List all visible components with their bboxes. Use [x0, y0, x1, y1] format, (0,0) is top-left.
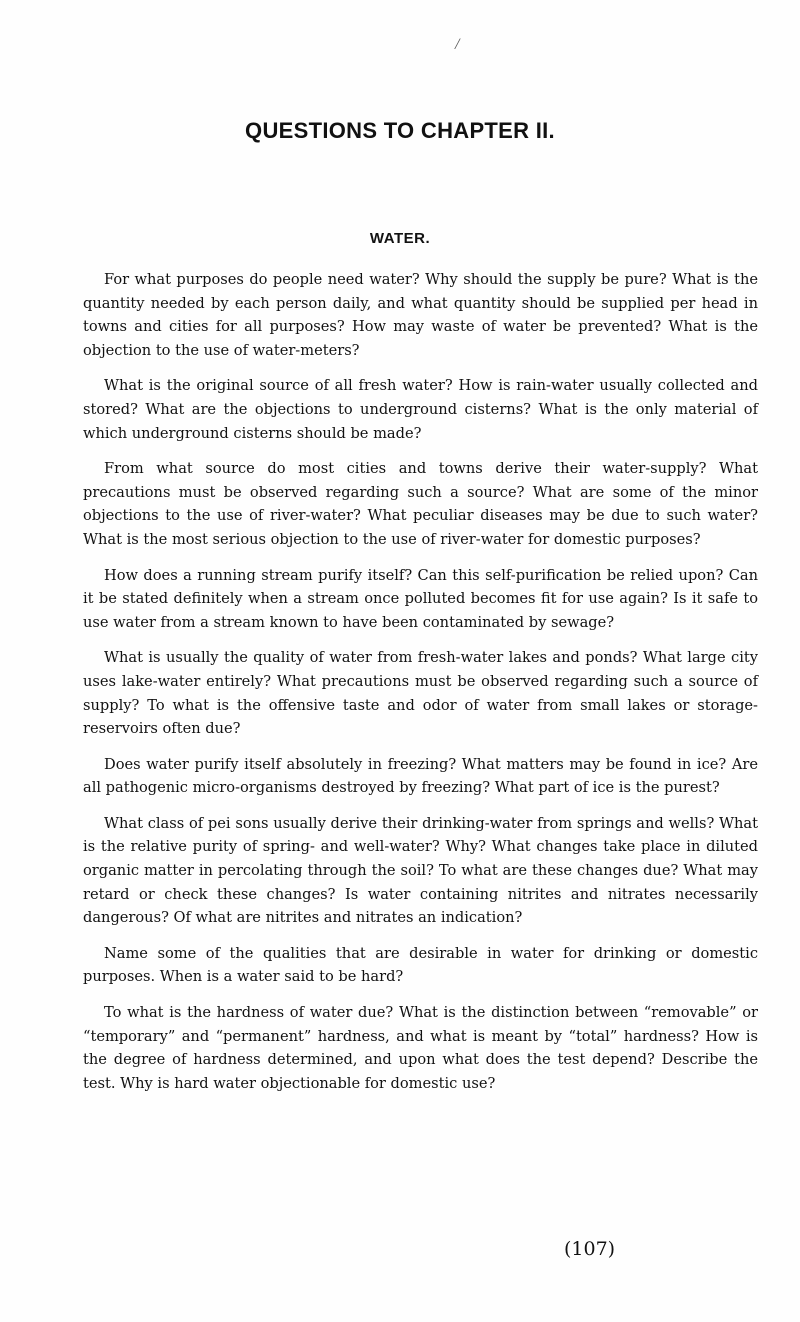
- page-number: (107): [564, 1238, 616, 1260]
- paragraph-hardness: To what is the hardness of water due? What is the distinction between “removable” or “temporary” and “permanent” hardness, and what is meant by “total” hardness? How is the degree of hardness determined, and upon what does the test depend? Describe the test. Why is hard water objectionable for domestic use?: [83, 1004, 758, 1092]
- section-title: WATER.: [369, 230, 431, 247]
- paragraph-springs-wells: What class of pei sons usually derive their drinking-water from springs and wells? What is the relative purity of spring- and well-water? Why? What changes take place in diluted organic matter in percolating through the soil? To what are these changes due? What may retard or check these changes? Is water containing nitrites and nitrates necessarily dangerous? Of what are nitrites and nitrates an indication?: [83, 814, 758, 927]
- paragraph-freezing: Does water purify itself absolutely in freezing? What matters may be found in ice? Are all pathogenic micro-organisms destroyed by freezing? What part of ice is the purest?: [83, 755, 758, 797]
- paragraph-running-stream: How does a running stream purify itself? Can this self-purification be relied upon? Can it be stated definitely when a stream once polluted becomes fit for use again? Is it safe to use water from a stream known to have been contaminated by sewage?: [83, 566, 758, 631]
- paragraph-river-water: From what source do most cities and towns derive their water-supply? What precautions must be observed regarding such a source? What are some of the minor objections to the use of river-water? What peculiar diseases may be due to such water? What is the most serious objection to the use of river-water for domestic purposes?: [83, 460, 758, 548]
- chapter-title: QUESTIONS TO CHAPTER II.: [245, 118, 555, 143]
- questions-body: [83, 268, 758, 1107]
- paragraph-qualities: Name some of the qualities that are desirable in water for drinking or domestic purposes. When is a water said to be hard?: [83, 944, 758, 986]
- paragraph-purposes: For what purposes do people need water? Why should the supply be pure? What is the quantity needed by each person daily, and what quantity should be supplied per head in towns and cities for all purposes? How may waste of water be prevented? What is the objection to the use of water-meters?: [83, 271, 758, 359]
- paragraph-source: What is the original source of all fresh water? How is rain-water usually collected and stored? What are the objections to underground cisterns? What is the only material of which underground cisterns should be made?: [83, 377, 758, 442]
- stray-mark: /: [455, 36, 460, 53]
- paragraph-lakes-ponds: What is usually the quality of water from fresh-water lakes and ponds? What large city uses lake-water entirely? What precautions must be observed regarding such a source of supply? To what is the offensive taste and odor of water from small lakes or storage-reservoirs often due?: [83, 649, 758, 738]
